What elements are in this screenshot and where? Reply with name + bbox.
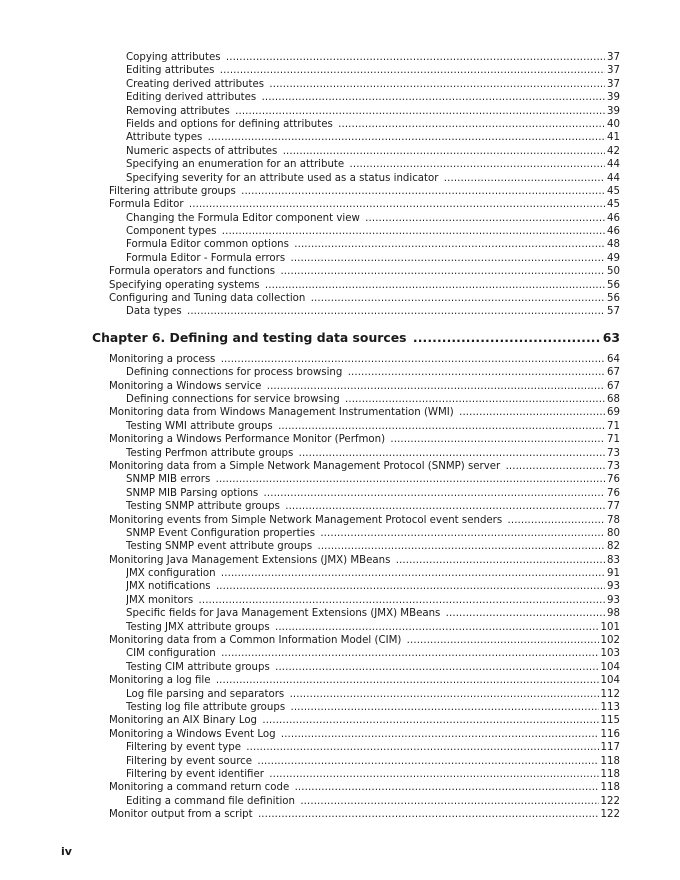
toc-entry[interactable] xyxy=(0,353,680,366)
toc-entry[interactable] xyxy=(0,265,680,278)
toc-entry-title: Monitoring data from a Simple Network Management Protocol (SNMP) server ..... xyxy=(109,460,620,473)
toc-entry[interactable] xyxy=(0,795,680,808)
toc-entry-title: JMX monitors ..... xyxy=(126,594,620,607)
toc-entry-page: 122 xyxy=(600,809,620,821)
toc-entry-title: Filtering by event identifier ..... xyxy=(126,768,620,781)
toc-entry-page: 68 xyxy=(607,393,620,405)
toc-entry-title: Testing SNMP event attribute groups ..... xyxy=(126,540,620,553)
toc-entry[interactable] xyxy=(0,755,680,768)
toc-entry[interactable] xyxy=(0,406,680,419)
toc-entry-title: CIM configuration ..... xyxy=(126,647,620,660)
toc-entry-page: 63 xyxy=(601,323,620,353)
toc-entry[interactable] xyxy=(0,393,680,406)
toc-entry-title: Formula Editor - Formula errors ..... xyxy=(126,252,620,265)
toc-entry[interactable] xyxy=(0,634,680,647)
toc-entry-page: 118 xyxy=(600,782,620,794)
toc-entry-page: 69 xyxy=(607,407,620,419)
toc-entry-page: 37 xyxy=(607,52,620,63)
toc-entry-title: Formula Editor common options ..... xyxy=(126,238,620,251)
toc-chapter-entry[interactable] xyxy=(0,323,680,353)
toc-entry[interactable] xyxy=(0,238,680,251)
toc-entry-page: 42 xyxy=(607,145,620,157)
toc-entry-title: Numeric aspects of attributes ..... xyxy=(126,145,620,158)
toc-entry-title: Editing derived attributes ..... xyxy=(126,91,620,104)
toc-entry[interactable] xyxy=(0,621,680,634)
toc-entry-title: Creating derived attributes ..... xyxy=(126,78,620,91)
toc-entry[interactable] xyxy=(0,145,680,158)
toc-entry-page: 104 xyxy=(600,675,620,687)
toc-entry[interactable] xyxy=(0,105,680,118)
toc-entry-page: 44 xyxy=(607,172,620,184)
toc-entry[interactable] xyxy=(0,366,680,379)
toc-entry-title: Log file parsing and separators ..... xyxy=(126,688,620,701)
toc-entry-title: Testing Perfmon attribute groups ..... xyxy=(126,447,620,460)
toc-entry-page: 78 xyxy=(607,514,620,526)
toc-entry-page: 117 xyxy=(600,742,620,754)
toc-entry-page: 40 xyxy=(607,118,620,130)
toc-entry-title: Monitoring a Windows service ..... xyxy=(109,380,620,393)
toc-entry-page: 76 xyxy=(607,474,620,486)
toc-entry[interactable] xyxy=(0,380,680,393)
toc-entry-title: Editing attributes ..... xyxy=(126,64,620,77)
toc-entry[interactable] xyxy=(0,279,680,292)
toc-entry-page: 122 xyxy=(600,795,620,807)
toc-entry-page: 113 xyxy=(600,701,620,713)
toc-entry[interactable] xyxy=(0,252,680,265)
toc-entry[interactable] xyxy=(0,714,680,727)
toc-entry[interactable] xyxy=(0,527,680,540)
toc-entry[interactable] xyxy=(0,460,680,473)
toc-entry-title: Formula operators and functions ..... xyxy=(109,265,620,278)
toc-entry-page: 37 xyxy=(607,78,620,90)
toc-entry-title: Monitor output from a script ..... xyxy=(109,808,620,821)
toc-entry-title: Specific fields for Java Management Extensions (JMX) MBeans ..... xyxy=(126,607,620,620)
toc-entry-title: Specifying an enumeration for an attribute ..... xyxy=(126,158,620,171)
toc-entry[interactable] xyxy=(0,661,680,674)
toc-entry-page: 115 xyxy=(600,715,620,727)
toc-entry[interactable] xyxy=(0,594,680,607)
toc-entry-title: Filtering attribute groups ..... xyxy=(109,185,620,198)
toc-entry-title: Formula Editor ..... xyxy=(109,198,620,211)
toc-entry[interactable] xyxy=(0,674,680,687)
toc-entry-page: 101 xyxy=(600,621,620,633)
toc-entry-title: Monitoring a Windows Event Log ..... xyxy=(109,728,620,741)
toc-entry[interactable] xyxy=(0,580,680,593)
toc-entry[interactable] xyxy=(0,728,680,741)
toc-entry[interactable] xyxy=(0,305,680,318)
toc-entry-title: Removing attributes ..... xyxy=(126,105,620,118)
toc-entry-page: 80 xyxy=(607,527,620,539)
toc-entry-page: 50 xyxy=(607,266,620,278)
toc-entry-page: 71 xyxy=(607,420,620,432)
toc-entry-title: Monitoring Java Management Extensions (JMX) MBeans ..... xyxy=(109,554,620,567)
toc-entry-page: 98 xyxy=(607,608,620,620)
toc-entry[interactable] xyxy=(0,212,680,225)
toc-entry-title: Copying attributes ..... xyxy=(126,51,620,64)
toc-entry[interactable] xyxy=(0,420,680,433)
toc-entry-title: Monitoring a Windows Performance Monitor (Perfmon) ..... xyxy=(109,433,620,446)
toc-entry-page: 48 xyxy=(607,239,620,251)
toc-entry[interactable] xyxy=(0,292,680,305)
toc-entry-title: Attribute types ..... xyxy=(126,131,620,144)
toc-entry-page: 76 xyxy=(607,487,620,499)
toc-entry[interactable] xyxy=(0,118,680,131)
toc-entry[interactable] xyxy=(0,647,680,660)
toc-entry[interactable] xyxy=(0,91,680,104)
toc-entry-page: 83 xyxy=(607,554,620,566)
toc-entry[interactable] xyxy=(0,225,680,238)
toc-entry-page: 93 xyxy=(607,581,620,593)
toc-entry-title: Testing log file attribute groups ..... xyxy=(126,701,620,714)
toc-entry[interactable] xyxy=(0,808,680,821)
toc-entry-page: 91 xyxy=(607,568,620,580)
toc-entry-page: 49 xyxy=(607,252,620,264)
toc-entry-title: Component types ..... xyxy=(126,225,620,238)
toc-entry-title: JMX notifications ..... xyxy=(126,580,620,593)
toc-entry-page: 104 xyxy=(600,661,620,673)
toc-entry-page: 41 xyxy=(607,132,620,144)
toc-entry-title: Specifying operating systems ..... xyxy=(109,279,620,292)
toc-entry-page: 71 xyxy=(607,434,620,446)
toc-entry[interactable] xyxy=(0,172,680,185)
toc-entry[interactable] xyxy=(0,158,680,171)
toc-entry[interactable] xyxy=(0,500,680,513)
toc-entry-title: Testing CIM attribute groups ..... xyxy=(126,661,620,674)
toc-entry-page: 46 xyxy=(607,212,620,224)
toc-entry-title: Monitoring events from Simple Network Management Protocol event senders ..... xyxy=(109,514,620,527)
toc-entry-title: Fields and options for defining attributes ..... xyxy=(126,118,620,131)
toc-entry-page: 116 xyxy=(600,728,620,740)
toc-entry-title: Configuring and Tuning data collection ..... xyxy=(109,292,620,305)
table-of-contents xyxy=(0,51,680,821)
toc-entry-title: Monitoring a command return code ..... xyxy=(109,781,620,794)
toc-entry[interactable] xyxy=(0,433,680,446)
toc-entry-title: Changing the Formula Editor component view ..... xyxy=(126,212,620,225)
toc-entry-page: 77 xyxy=(607,501,620,513)
toc-entry-page: 39 xyxy=(607,92,620,104)
toc-entry-page: 56 xyxy=(607,293,620,305)
toc-entry-title: Monitoring data from a Common Information Model (CIM) ..... xyxy=(109,634,620,647)
toc-entry-title: Filtering by event type ..... xyxy=(126,741,620,754)
toc-entry-title: Testing SNMP attribute groups ..... xyxy=(126,500,620,513)
toc-entry-title: Monitoring a log file ..... xyxy=(109,674,620,687)
toc-entry-page: 37 xyxy=(607,65,620,77)
toc-entry-title: Monitoring an AIX Binary Log ..... xyxy=(109,714,620,727)
toc-entry-title: Data types ..... xyxy=(126,305,620,318)
toc-entry-title: Specifying severity for an attribute used as a status indicator ..... xyxy=(126,172,620,185)
toc-entry[interactable] xyxy=(0,554,680,567)
toc-entry-title: Chapter 6. Defining and testing data sources ..... xyxy=(92,323,620,353)
toc-entry[interactable] xyxy=(0,473,680,486)
toc-entry-title: JMX configuration ..... xyxy=(126,567,620,580)
toc-entry-page: 39 xyxy=(607,105,620,117)
toc-entry[interactable] xyxy=(0,567,680,580)
toc-entry[interactable] xyxy=(0,781,680,794)
toc-entry[interactable] xyxy=(0,78,680,91)
toc-entry[interactable] xyxy=(0,540,680,553)
toc-entry-page: 64 xyxy=(607,353,620,365)
toc-entry-page: 46 xyxy=(607,226,620,238)
toc-entry[interactable] xyxy=(0,768,680,781)
toc-entry-page: 57 xyxy=(607,306,620,318)
toc-entry-page: 44 xyxy=(607,159,620,171)
toc-entry[interactable] xyxy=(0,447,680,460)
toc-entry[interactable] xyxy=(0,741,680,754)
toc-entry-title: Monitoring a process ..... xyxy=(109,353,620,366)
toc-entry-title: Defining connections for process browsing ..... xyxy=(126,366,620,379)
toc-entry-title: Monitoring data from Windows Management Instrumentation (WMI) ..... xyxy=(109,406,620,419)
toc-entry-title: Testing JMX attribute groups ..... xyxy=(126,621,620,634)
toc-entry[interactable] xyxy=(0,64,680,77)
toc-entry-page: 82 xyxy=(607,541,620,553)
toc-entry-page: 45 xyxy=(607,199,620,211)
toc-entry-page: 73 xyxy=(607,447,620,459)
toc-entry-page: 112 xyxy=(600,688,620,700)
toc-entry-title: Editing a command file definition ..... xyxy=(126,795,620,808)
page-number: iv xyxy=(61,845,72,858)
toc-entry[interactable] xyxy=(0,131,680,144)
toc-entry-page: 118 xyxy=(600,755,620,767)
toc-entry[interactable] xyxy=(0,514,680,527)
toc-entry[interactable] xyxy=(0,51,680,64)
toc-entry-page: 45 xyxy=(607,185,620,197)
toc-entry[interactable] xyxy=(0,487,680,500)
toc-entry-page: 118 xyxy=(600,768,620,780)
toc-entry[interactable] xyxy=(0,607,680,620)
toc-entry-page: 102 xyxy=(600,635,620,647)
toc-entry-page: 56 xyxy=(607,279,620,291)
toc-entry-title: Testing WMI attribute groups ..... xyxy=(126,420,620,433)
toc-entry[interactable] xyxy=(0,198,680,211)
toc-entry-page: 93 xyxy=(607,594,620,606)
toc-entry-page: 73 xyxy=(607,460,620,472)
toc-entry-title: SNMP MIB Parsing options ..... xyxy=(126,487,620,500)
toc-entry[interactable] xyxy=(0,701,680,714)
toc-entry-title: Defining connections for service browsing ..... xyxy=(126,393,620,406)
toc-entry[interactable] xyxy=(0,185,680,198)
toc-entry-title: SNMP MIB errors ..... xyxy=(126,473,620,486)
toc-entry[interactable] xyxy=(0,688,680,701)
toc-entry-title: SNMP Event Configuration properties ..... xyxy=(126,527,620,540)
toc-entry-page: 67 xyxy=(607,380,620,392)
toc-entry-title: Filtering by event source ..... xyxy=(126,755,620,768)
toc-entry-page: 103 xyxy=(600,648,620,660)
toc-entry-page: 67 xyxy=(607,367,620,379)
